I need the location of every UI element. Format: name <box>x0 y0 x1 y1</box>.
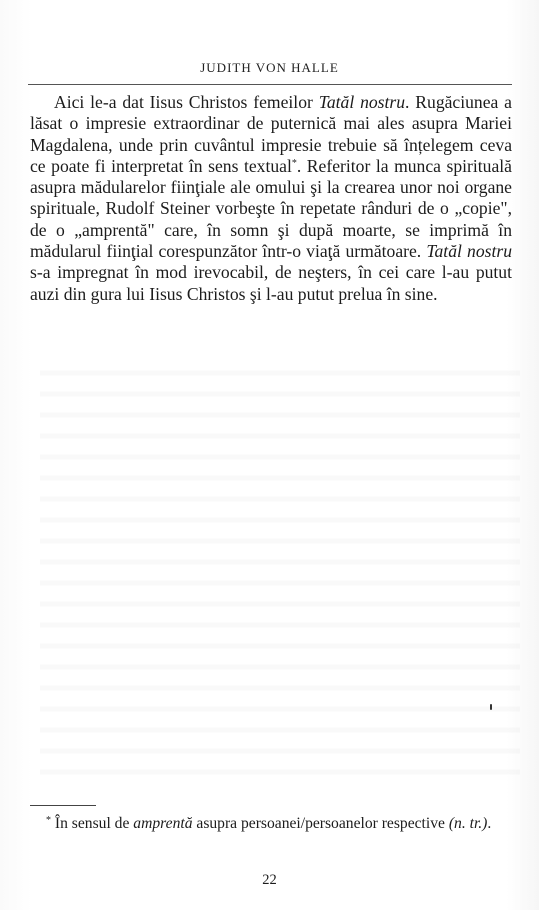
print-speck <box>490 704 492 710</box>
footnote-text: asupra persoanei/persoanelor respective <box>192 815 449 832</box>
footnote-marker: * <box>46 815 51 826</box>
page-number: 22 <box>262 872 277 888</box>
header-rule <box>28 84 512 85</box>
footnote <box>30 813 516 834</box>
paragraph-text: . Rugăciunea a lăsat o impresie extraordinar de puternică mai ales asupra Mariei Magdalena, unde prin cuvântul impresie trebuie să înțelegem ceva ce poate fi interpretat în sens textual <box>30 92 512 176</box>
paragraph-text: s-a impregnat în mod irevocabil, de neşters, în cei care l-au putut auzi din gura lui Iisus Christos şi l-au putut prelua în sine. <box>30 262 512 304</box>
paragraph-text: . Referitor la munca spirituală asupra mădularelor fiinţiale ale omului şi la crearea unor noi organe spirituale, Rudolf Steiner vorbeşte în repetate rânduri de o „copie", de o „amprentă" care, în somn şi după moarte, se imprimă în mădularul fiinţial corespunzător într-o viaţă următoare. <box>30 155 512 262</box>
translator-note: (n. tr.) <box>448 815 488 832</box>
prayer-title: Tatăl nostru <box>318 92 406 112</box>
footnote-text: . <box>487 815 492 832</box>
prayer-title: Tatăl nostru <box>426 241 512 262</box>
paragraph-text: Aici le-a dat Iisus Christos femeilor <box>54 92 319 112</box>
show-through-texture <box>40 360 520 790</box>
footnote-emphasis: amprentă <box>133 815 193 832</box>
footnote-reference: * <box>291 157 297 169</box>
running-head: JUDITH VON HALLE <box>200 60 339 75</box>
footnote-rule <box>30 805 96 806</box>
footnote-text: În sensul de <box>51 815 134 832</box>
body-paragraph <box>30 92 512 305</box>
